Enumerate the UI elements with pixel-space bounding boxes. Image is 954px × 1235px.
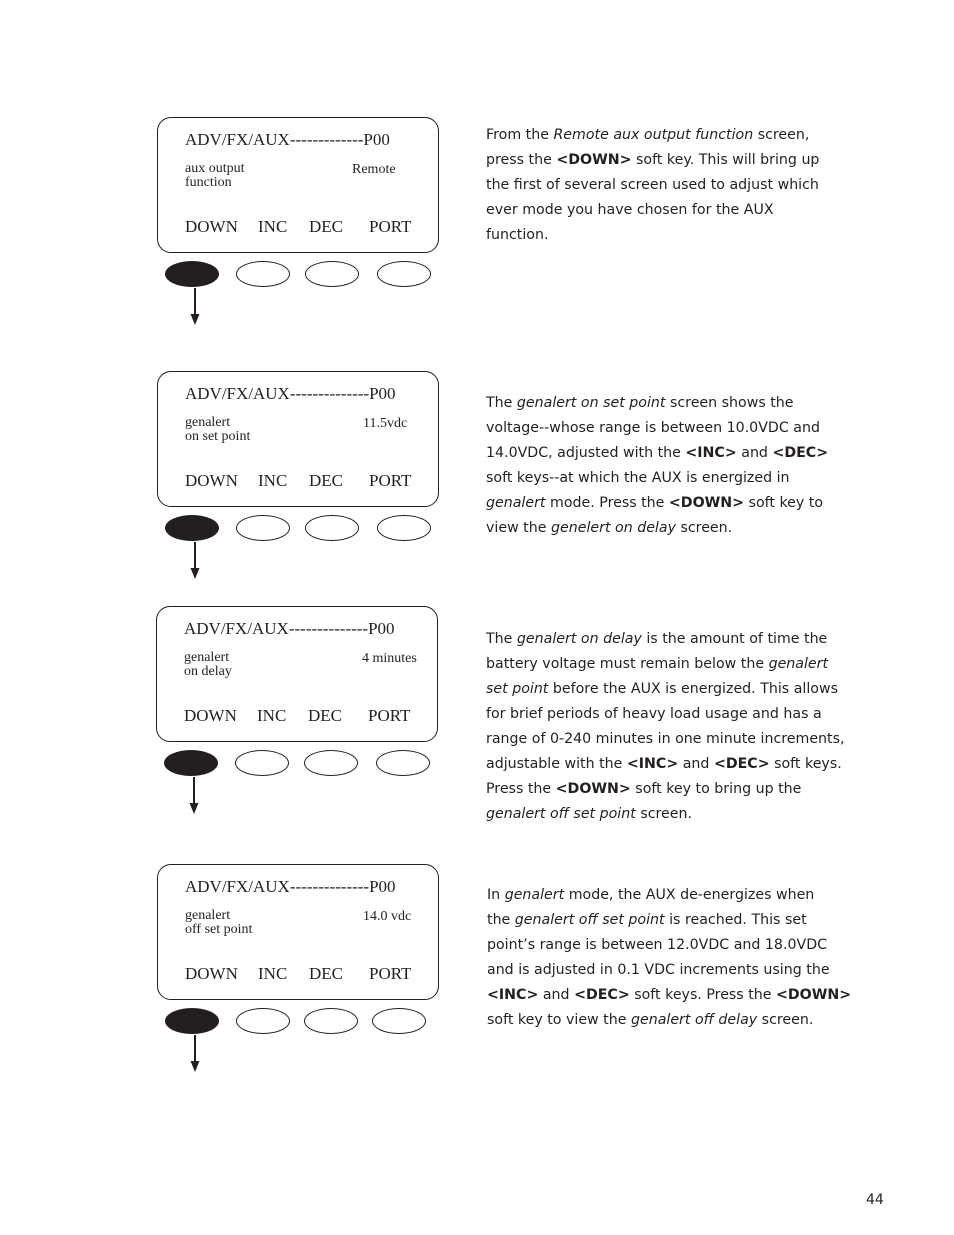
text-run: mode, the AUX de-energizes when	[564, 887, 815, 903]
text-run: Press the	[486, 781, 556, 797]
paragraph-line	[486, 198, 819, 223]
softkey-label-inc: INC	[258, 471, 288, 490]
softkey-label-dec: DEC	[309, 964, 343, 983]
text-run: screen.	[675, 520, 733, 536]
lcd-title: ADV/FX/AUX--------------P00	[184, 619, 395, 638]
italic-text: genalert off delay	[630, 1012, 758, 1028]
lcd-label-line: on set point	[185, 429, 251, 444]
softkey-label-inc: INC	[258, 217, 288, 236]
bold-text: <DOWN>	[555, 781, 631, 797]
text-run: In	[487, 887, 505, 903]
down-arrow-icon	[190, 542, 200, 580]
lcd-title: ADV/FX/AUX--------------P00	[185, 384, 396, 403]
text-run: before the AUX is energized. This allows	[548, 681, 838, 697]
softkey-inc-button[interactable]	[236, 515, 290, 541]
paragraph-line	[486, 677, 845, 702]
softkey-label-inc: INC	[258, 964, 288, 983]
text-run: soft keys.	[769, 756, 842, 772]
bold-text: <INC>	[626, 756, 679, 772]
text-run: mode. Press the	[545, 495, 669, 511]
text-run: for brief periods of heavy load usage and has a	[486, 706, 822, 722]
softkey-down-button[interactable]	[165, 261, 219, 287]
text-run: soft key to bring up the	[630, 781, 802, 797]
lcd-label	[185, 909, 252, 937]
paragraph-line	[486, 727, 845, 752]
text-run: screen shows the	[665, 395, 794, 411]
italic-text: genalert off set point	[514, 912, 665, 928]
softkey-label-inc: INC	[257, 706, 287, 725]
softkey-dec-button[interactable]	[304, 750, 358, 776]
description-paragraph	[486, 123, 819, 248]
softkey-label-down: DOWN	[185, 471, 238, 490]
italic-text: genelert on delay	[550, 520, 676, 536]
text-run: The	[486, 631, 517, 647]
lcd-label-line: genalert	[184, 650, 230, 665]
italic-text: Remote aux output function	[553, 127, 754, 143]
page-number: 44	[866, 1192, 884, 1208]
paragraph-line	[486, 391, 828, 416]
softkey-inc-button[interactable]	[236, 1008, 290, 1034]
text-run: adjustable with the	[486, 756, 627, 772]
paragraph-line	[486, 416, 828, 441]
italic-text: genalert	[768, 656, 829, 672]
bold-text: <DEC>	[713, 756, 770, 772]
lcd-value: Remote	[352, 162, 396, 177]
softkey-port-button[interactable]	[376, 750, 430, 776]
text-run: and	[678, 756, 714, 772]
lcd-label	[185, 416, 250, 444]
text-run: soft keys. Press the	[629, 987, 777, 1003]
text-run: screen.	[757, 1012, 814, 1028]
description-paragraph	[487, 883, 851, 1033]
text-run: soft key to view the	[487, 1012, 631, 1028]
text-run: the first of several screen used to adjust which	[486, 177, 819, 193]
italic-text: genalert	[504, 887, 565, 903]
down-arrow-icon	[190, 1035, 200, 1073]
italic-text: set point	[486, 681, 549, 697]
softkey-dec-button[interactable]	[305, 515, 359, 541]
text-run: and is adjusted in 0.1 VDC increments using the	[487, 962, 830, 978]
paragraph-line	[486, 441, 828, 466]
lcd-label	[184, 651, 232, 679]
text-run: press the	[486, 152, 557, 168]
text-run: ever mode you have chosen for the AUX	[486, 202, 774, 218]
softkey-dec-button[interactable]	[304, 1008, 358, 1034]
paragraph-line	[486, 777, 845, 802]
lcd-title: ADV/FX/AUX--------------P00	[185, 877, 396, 896]
text-run: voltage--whose range is between 10.0VDC and	[486, 420, 820, 436]
bold-text: <INC>	[487, 987, 539, 1003]
lcd-label-line: function	[185, 175, 232, 190]
down-arrow-icon	[189, 777, 199, 815]
paragraph-line	[487, 983, 851, 1008]
softkey-label-dec: DEC	[309, 217, 343, 236]
softkey-port-button[interactable]	[377, 261, 431, 287]
lcd-screen-aux-output-function	[157, 117, 439, 253]
lcd-label-line: genalert	[185, 908, 231, 923]
text-run: soft keys--at which the AUX is energized in	[486, 470, 790, 486]
bold-text: <DOWN>	[556, 152, 632, 168]
paragraph-line	[487, 933, 851, 958]
lcd-label	[185, 162, 245, 190]
italic-text: genalert	[486, 495, 546, 511]
text-run: 14.0VDC, adjusted with the	[486, 445, 686, 461]
lcd-screen-genalert-off-set-point	[157, 864, 439, 1000]
paragraph-line	[487, 883, 851, 908]
softkey-down-button[interactable]	[165, 1008, 219, 1034]
paragraph-line	[486, 491, 828, 516]
softkey-down-button[interactable]	[164, 750, 218, 776]
softkey-label-dec: DEC	[309, 471, 343, 490]
softkey-label-port: PORT	[368, 706, 411, 725]
bold-text: <INC>	[685, 445, 737, 461]
text-run: and	[736, 445, 773, 461]
softkey-port-button[interactable]	[377, 515, 431, 541]
paragraph-line	[486, 802, 845, 827]
bold-text: <DOWN>	[668, 495, 745, 511]
paragraph-line	[486, 627, 845, 652]
softkey-label-port: PORT	[369, 964, 412, 983]
paragraph-line	[486, 223, 819, 248]
softkey-label-down: DOWN	[184, 706, 237, 725]
down-arrow-icon	[190, 288, 200, 326]
text-run: soft key. This will bring up	[631, 152, 820, 168]
bold-text: <DOWN>	[776, 987, 852, 1003]
lcd-label-line: aux output	[185, 161, 245, 176]
text-run: view the	[486, 520, 551, 536]
paragraph-line	[486, 466, 828, 491]
text-run: screen,	[753, 127, 810, 143]
softkey-port-button[interactable]	[372, 1008, 426, 1034]
paragraph-line	[486, 652, 845, 677]
italic-text: genalert on set point	[516, 395, 666, 411]
paragraph-line	[486, 516, 828, 541]
lcd-value: 4 minutes	[362, 651, 417, 666]
description-paragraph	[486, 391, 828, 541]
description-paragraph	[486, 627, 845, 827]
paragraph-line	[487, 1008, 851, 1033]
softkey-dec-button[interactable]	[305, 261, 359, 287]
bold-text: <DEC>	[574, 987, 630, 1003]
softkey-label-down: DOWN	[185, 964, 238, 983]
paragraph-line	[486, 702, 845, 727]
italic-text: genalert off set point	[486, 806, 636, 822]
softkey-label-port: PORT	[369, 217, 412, 236]
lcd-label-line: on delay	[184, 664, 232, 679]
text-run: The	[486, 395, 517, 411]
softkey-inc-button[interactable]	[235, 750, 289, 776]
text-run: From the	[486, 127, 554, 143]
softkey-down-button[interactable]	[165, 515, 219, 541]
text-run: soft key to	[744, 495, 824, 511]
paragraph-line	[486, 123, 819, 148]
softkey-label-down: DOWN	[185, 217, 238, 236]
paragraph-line	[487, 958, 851, 983]
lcd-screen-genalert-on-delay	[156, 606, 438, 742]
text-run: is the amount of time the	[641, 631, 828, 647]
text-run: battery voltage must remain below the	[486, 656, 769, 672]
softkey-label-port: PORT	[369, 471, 412, 490]
paragraph-line	[487, 908, 851, 933]
lcd-label-line: off set point	[185, 922, 253, 937]
paragraph-line	[486, 173, 819, 198]
text-run: the	[487, 912, 515, 928]
lcd-label-line: genalert	[185, 415, 231, 430]
paragraph-line	[486, 752, 845, 777]
text-run: function.	[486, 227, 549, 243]
text-run: is reached. This set	[664, 912, 807, 928]
lcd-value: 11.5vdc	[363, 416, 408, 431]
text-run: range of 0-240 minutes in one minute increments,	[486, 731, 845, 747]
lcd-screen-genalert-on-set-point	[157, 371, 439, 507]
text-run: and	[538, 987, 575, 1003]
paragraph-line	[486, 148, 819, 173]
softkey-inc-button[interactable]	[236, 261, 290, 287]
softkey-label-dec: DEC	[308, 706, 342, 725]
lcd-title: ADV/FX/AUX-------------P00	[185, 130, 390, 149]
text-run: screen.	[635, 806, 692, 822]
italic-text: genalert on delay	[516, 631, 642, 647]
bold-text: <DEC>	[772, 445, 829, 461]
lcd-value: 14.0 vdc	[363, 909, 412, 924]
text-run: point’s range is between 12.0VDC and 18.0VDC	[487, 937, 828, 953]
